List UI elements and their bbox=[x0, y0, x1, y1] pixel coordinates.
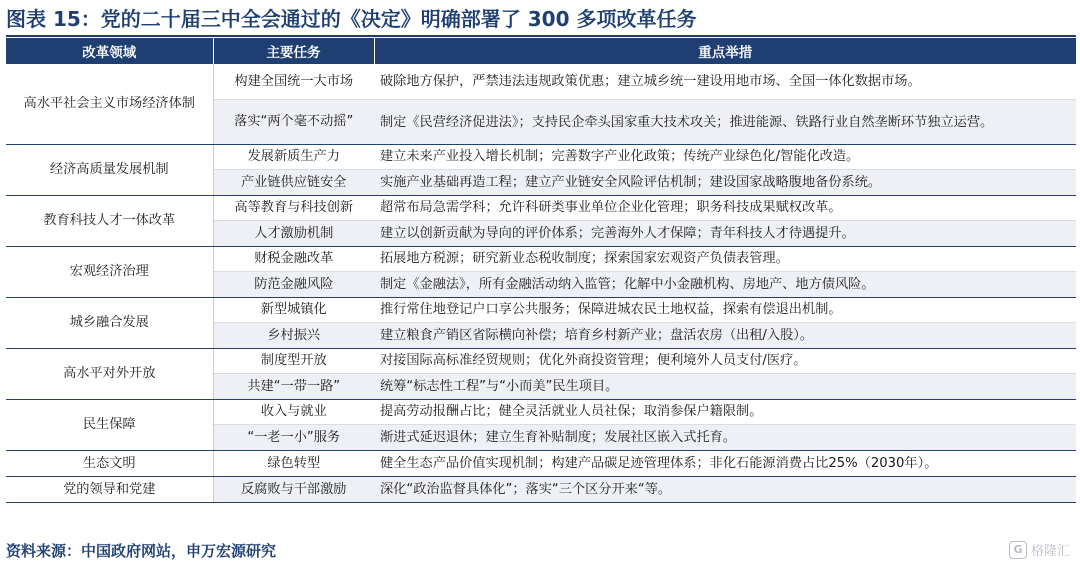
table-row bbox=[6, 195, 1076, 220]
gelonghui-logo-icon: G bbox=[1009, 541, 1027, 559]
measure-cell: 提高劳动报酬占比；健全灵活就业人员社保；取消参保户籍限制。 bbox=[374, 399, 1076, 424]
measure-cell: 制定《金融法》，所有金融活动纳入监管；化解中小金融机构、房地产、地方债风险。 bbox=[374, 271, 1076, 297]
task-cell: 收入与就业 bbox=[213, 399, 374, 424]
table-row bbox=[6, 450, 1076, 476]
area-cell: 高水平对外开放 bbox=[6, 348, 213, 399]
table-row bbox=[6, 476, 1076, 502]
area-cell: 民生保障 bbox=[6, 399, 213, 450]
measure-cell: 破除地方保护，严禁违法违规政策优惠；建立城乡统一建设用地市场、全国一体化数据市场。 bbox=[374, 64, 1076, 99]
figure-title: 图表 15：党的二十届三中全会通过的《决定》明确部署了 300 多项改革任务 bbox=[6, 7, 697, 31]
table-row bbox=[6, 64, 1076, 99]
measure-cell: 对接国际高标准经贸规则；优化外商投资管理；便利境外人员支付/医疗。 bbox=[374, 348, 1076, 373]
table-row bbox=[6, 144, 1076, 169]
task-cell: 发展新质生产力 bbox=[213, 144, 374, 169]
measure-cell: 实施产业基础再造工程；建立产业链安全风险评估机制；建设国家战略腹地备份系统。 bbox=[374, 169, 1076, 195]
measure-cell: 拓展地方税源；研究新业态税收制度；探索国家宏观资产负债表管理。 bbox=[374, 246, 1076, 271]
task-cell: 新型城镇化 bbox=[213, 297, 374, 322]
task-cell: 乡村振兴 bbox=[213, 322, 374, 348]
header-measure: 重点举措 bbox=[374, 38, 1076, 64]
watermark bbox=[1009, 540, 1070, 559]
reform-table bbox=[6, 38, 1076, 503]
table-row bbox=[6, 297, 1076, 322]
task-cell: 构建全国统一大市场 bbox=[213, 64, 374, 99]
table-header-row bbox=[6, 38, 1076, 64]
area-cell: 高水平社会主义市场经济体制 bbox=[6, 64, 213, 144]
area-cell: 教育科技人才一体改革 bbox=[6, 195, 213, 246]
table-row bbox=[6, 246, 1076, 271]
task-cell: 落实“两个毫不动摇” bbox=[213, 99, 374, 144]
measure-cell: 健全生态产品价值实现机制；构建产品碳足迹管理体系；非化石能源消费占比25%（2030年）。 bbox=[374, 450, 1076, 476]
measure-cell: 渐进式延迟退休；建立生育补贴制度；发展社区嵌入式托育。 bbox=[374, 424, 1076, 450]
task-cell: 人才激励机制 bbox=[213, 220, 374, 246]
task-cell: “一老一小”服务 bbox=[213, 424, 374, 450]
measure-cell: 制定《民营经济促进法》；支持民企牵头国家重大技术攻关；推进能源、铁路行业自然垄断环节独立运营。 bbox=[374, 99, 1076, 144]
measure-cell: 建立以创新贡献为导向的评价体系；完善海外人才保障；青年科技人才待遇提升。 bbox=[374, 220, 1076, 246]
header-task: 主要任务 bbox=[213, 38, 374, 64]
measure-cell: 超常布局急需学科；允许科研类事业单位企业化管理；职务科技成果赋权改革。 bbox=[374, 195, 1076, 220]
measure-cell: 深化“政治监督具体化”；落实“三个区分开来“等。 bbox=[374, 476, 1076, 502]
area-cell: 城乡融合发展 bbox=[6, 297, 213, 348]
title-divider bbox=[6, 35, 1076, 37]
task-cell: 反腐败与干部激励 bbox=[213, 476, 374, 502]
task-cell: 制度型开放 bbox=[213, 348, 374, 373]
task-cell: 防范金融风险 bbox=[213, 271, 374, 297]
task-cell: 共建“一带一路” bbox=[213, 373, 374, 399]
table-row bbox=[6, 399, 1076, 424]
measure-cell: 统筹“标志性工程”与“小而美”民生项目。 bbox=[374, 373, 1076, 399]
area-cell: 生态文明 bbox=[6, 450, 213, 476]
watermark-text: 格隆汇 bbox=[1030, 544, 1070, 559]
area-cell: 宏观经济治理 bbox=[6, 246, 213, 297]
measure-cell: 建立粮食产销区省际横向补偿；培育乡村新产业；盘活农房（出租/入股）。 bbox=[374, 322, 1076, 348]
area-cell: 经济高质量发展机制 bbox=[6, 144, 213, 195]
task-cell: 产业链供应链安全 bbox=[213, 169, 374, 195]
source-note: 资料来源：中国政府网站，申万宏源研究 bbox=[6, 542, 277, 560]
task-cell: 财税金融改革 bbox=[213, 246, 374, 271]
header-area: 改革领域 bbox=[6, 38, 213, 64]
measure-cell: 推行常住地登记户口享公共服务；保障进城农民土地权益，探索有偿退出机制。 bbox=[374, 297, 1076, 322]
task-cell: 高等教育与科技创新 bbox=[213, 195, 374, 220]
task-cell: 绿色转型 bbox=[213, 450, 374, 476]
measure-cell: 建立未来产业投入增长机制；完善数字产业化政策；传统产业绿色化/智能化改造。 bbox=[374, 144, 1076, 169]
area-cell: 党的领导和党建 bbox=[6, 476, 213, 502]
table-row bbox=[6, 348, 1076, 373]
